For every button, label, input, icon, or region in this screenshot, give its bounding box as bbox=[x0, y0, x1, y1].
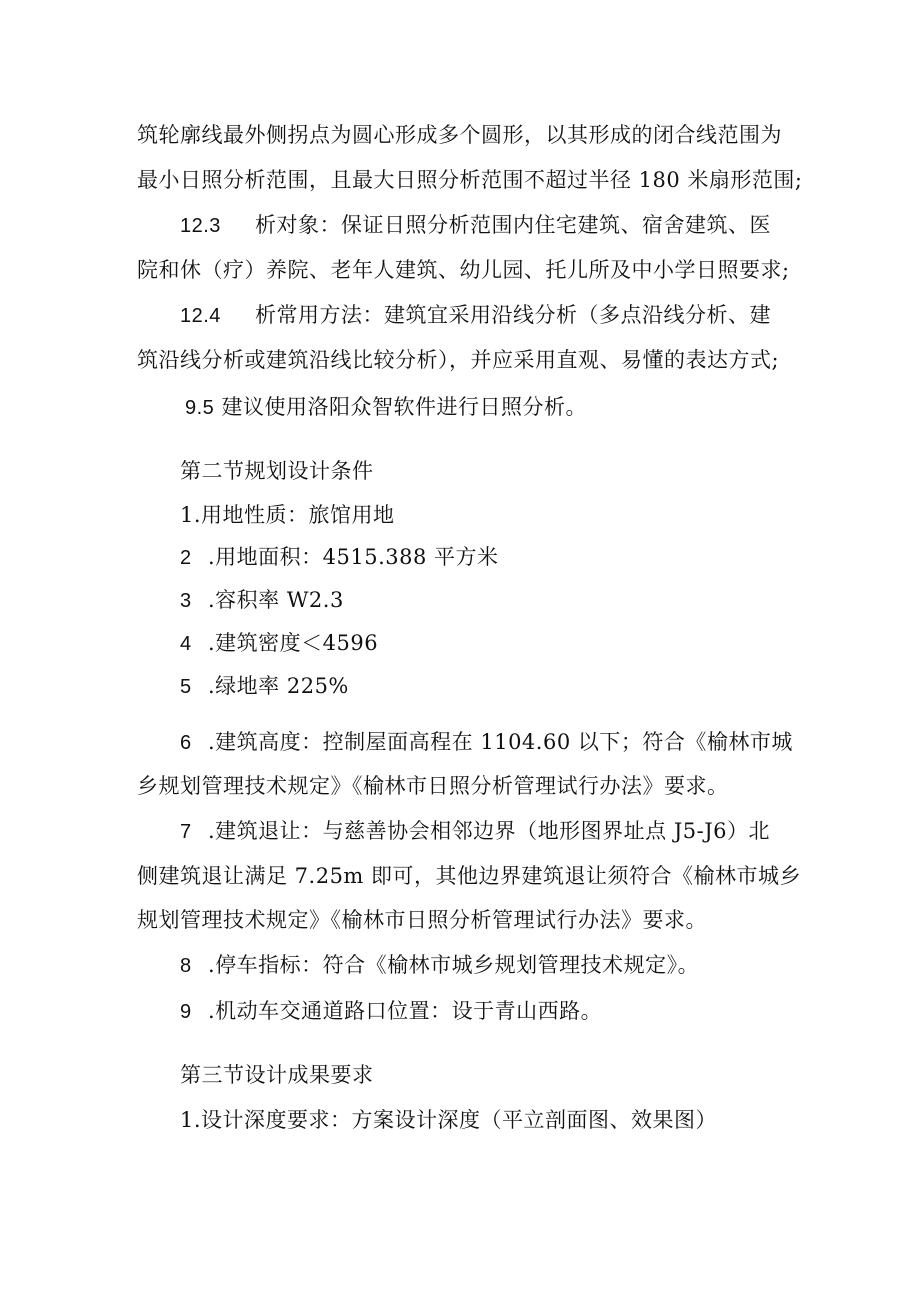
item-number: 8 bbox=[180, 955, 192, 977]
paragraph-text: 析常用方法：建筑宜采用沿线分析（多点沿线分析、建 bbox=[255, 303, 771, 327]
list-item bbox=[180, 585, 344, 616]
paragraph-line: 规划管理技术规定》《榆林市日照分析管理试行办法》要求。 bbox=[137, 908, 707, 932]
paragraph-text: 建议使用洛阳众智软件进行日照分析。 bbox=[221, 395, 587, 419]
paragraph-line: 筑沿线分析或建筑沿线比较分析），并应采用直观、易懂的表达方式; bbox=[137, 348, 780, 372]
paragraph-line bbox=[180, 210, 771, 241]
item-number: 9.5 bbox=[185, 397, 215, 419]
list-item bbox=[180, 542, 499, 573]
item-text: .用地面积：4515.388 平方米 bbox=[208, 545, 499, 569]
list-item bbox=[180, 816, 770, 847]
item-text: .建筑密度＜4596 bbox=[208, 631, 379, 655]
section-title: 第二节规划设计条件 bbox=[180, 459, 374, 483]
item-text: .用地性质：旅馆用地 bbox=[193, 503, 395, 527]
list-item bbox=[180, 727, 793, 758]
item-text: .建筑退让：与慈善协会相邻边界（地形图界址点 J5-J6）北 bbox=[208, 819, 771, 843]
item-text: .停车指标：符合《榆林市城乡规划管理技术规定》。 bbox=[208, 953, 700, 977]
paragraph-line: 院和休（疗）养院、老年人建筑、幼儿园、托儿所及中小学日照要求; bbox=[137, 258, 790, 282]
paragraph-line bbox=[185, 392, 587, 423]
list-item bbox=[180, 950, 699, 981]
list-item: 1.设计深度要求：方案设计深度（平立剖面图、效果图） bbox=[180, 1108, 718, 1132]
paragraph-line: 侧建筑退让满足 7.25m 即可，其他边界建筑退让须符合《榆林市城乡 bbox=[137, 864, 802, 888]
paragraph-text: 析对象：保证日照分析范围内住宅建筑、宿舍建筑、医 bbox=[255, 213, 771, 237]
paragraph-line bbox=[180, 300, 771, 331]
section-title: 第三节设计成果要求 bbox=[180, 1063, 374, 1087]
item-number: 2 bbox=[180, 547, 192, 569]
item-number: 12.4 bbox=[180, 305, 221, 327]
paragraph-line: 乡规划管理技术规定》《榆林市日照分析管理试行办法》要求。 bbox=[137, 774, 729, 798]
item-number: 6 bbox=[180, 732, 192, 754]
item-number: 7 bbox=[180, 821, 192, 843]
item-text: .绿地率 225% bbox=[208, 674, 349, 698]
item-number: 3 bbox=[180, 590, 192, 612]
item-number: 12.3 bbox=[180, 215, 221, 237]
list-item bbox=[180, 996, 602, 1027]
item-text: .建筑高度：控制屋面高程在 1104.60 以下；符合《榆林市城 bbox=[208, 730, 793, 754]
list-item bbox=[180, 628, 378, 659]
list-item bbox=[180, 500, 395, 530]
item-number: 5 bbox=[180, 676, 192, 698]
paragraph-line: 筑轮廓线最外侧拐点为圆心形成多个圆形，以其形成的闭合线范围为 bbox=[137, 123, 782, 147]
paragraph-line: 最小日照分析范围，且最大日照分析范围不超过半径 180 米扇形范围; bbox=[137, 168, 803, 192]
item-number: 9 bbox=[180, 1001, 192, 1023]
item-text: .容积率 W2.3 bbox=[208, 588, 344, 612]
item-number: 4 bbox=[180, 633, 192, 655]
item-text: .机动车交通道路口位置：设于青山西路。 bbox=[208, 999, 603, 1023]
item-number: 1 bbox=[180, 503, 194, 527]
list-item bbox=[180, 671, 349, 702]
